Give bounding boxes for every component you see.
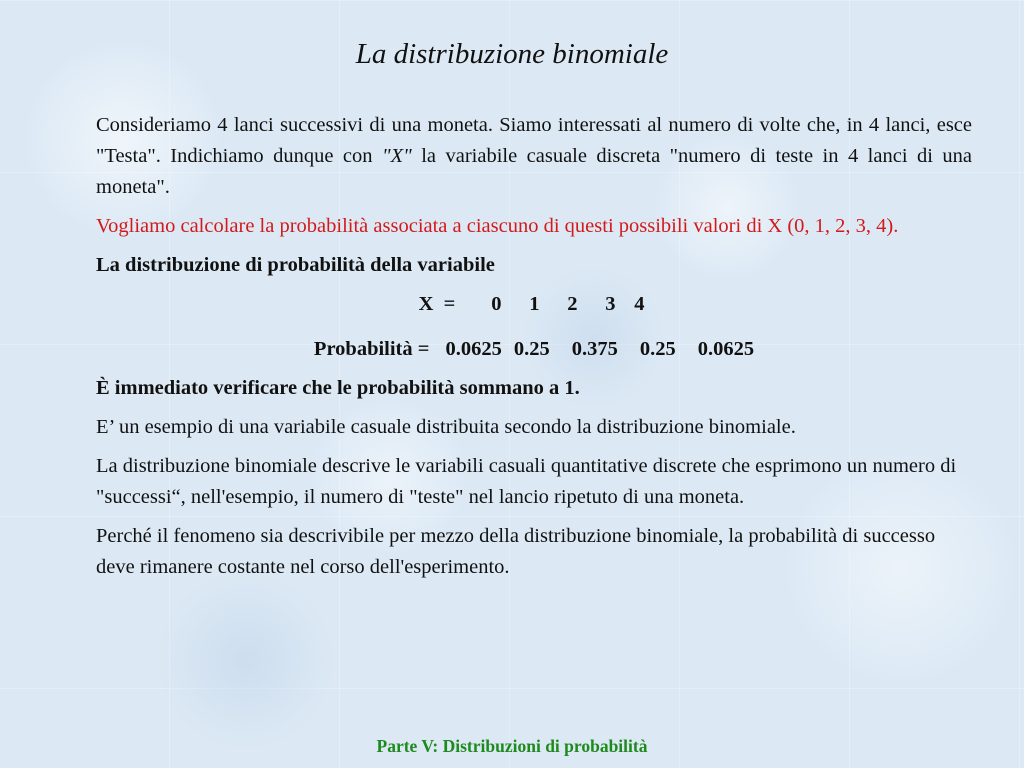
goal-statement: Vogliamo calcolare la probabilità associata a ciascuno di questi possibili valori di X (0, 1, 2, 3, 4). bbox=[96, 215, 899, 237]
slide-footer: Parte V: Distribuzioni di probabilità bbox=[376, 736, 648, 756]
x-value: 4 bbox=[634, 293, 645, 315]
binomial-description: La distribuzione binomiale descrive le variabili casuali quantitative discrete che esprimono un numero di "successi“, nell'esempio, il numero di "teste" nel lancio ripetuto di una moneta. bbox=[96, 455, 957, 508]
x-label: X = bbox=[418, 293, 456, 315]
probability-row bbox=[96, 334, 972, 365]
x-value: 3 bbox=[605, 293, 616, 315]
distribution-heading: La distribuzione di probabilità della variabile bbox=[96, 254, 495, 276]
intro-text-1: Consideriamo 4 lanci successivi di una moneta. Siamo interessati al numero di volte che, in 4 lanci, esce "Testa". Indichiamo dunque con bbox=[96, 114, 972, 167]
example-statement: E’ un esempio di una variabile casuale distribuita secondo la distribuzione binomiale. bbox=[96, 416, 796, 438]
probability-value: 0.25 bbox=[639, 338, 676, 360]
x-value: 2 bbox=[567, 293, 578, 315]
binomial-condition: Perché il fenomeno sia descrivibile per mezzo della distribuzione binomiale, la probabilità di successo deve rimanere costante nel corso dell'esperimento. bbox=[96, 525, 936, 578]
intro-text-2: la variabile casuale discreta "numero di teste in 4 lanci di una moneta". bbox=[96, 145, 972, 198]
probability-value: 0.375 bbox=[571, 338, 618, 360]
sum-statement: È immediato verificare che le probabilità sommano a 1. bbox=[96, 377, 580, 399]
x-value: 1 bbox=[529, 293, 540, 315]
probability-label: Probabilità = bbox=[313, 338, 430, 360]
x-value: 0 bbox=[491, 293, 502, 315]
slide-content bbox=[96, 110, 972, 591]
probability-value: 0.0625 bbox=[697, 338, 755, 360]
slide-title: La distribuzione binomiale bbox=[355, 38, 669, 70]
intro-variable: "X" bbox=[382, 145, 412, 167]
intro-paragraph bbox=[96, 110, 972, 203]
probability-value: 0.25 bbox=[513, 338, 550, 360]
x-values-row bbox=[96, 289, 972, 320]
probability-value: 0.0625 bbox=[445, 338, 502, 360]
